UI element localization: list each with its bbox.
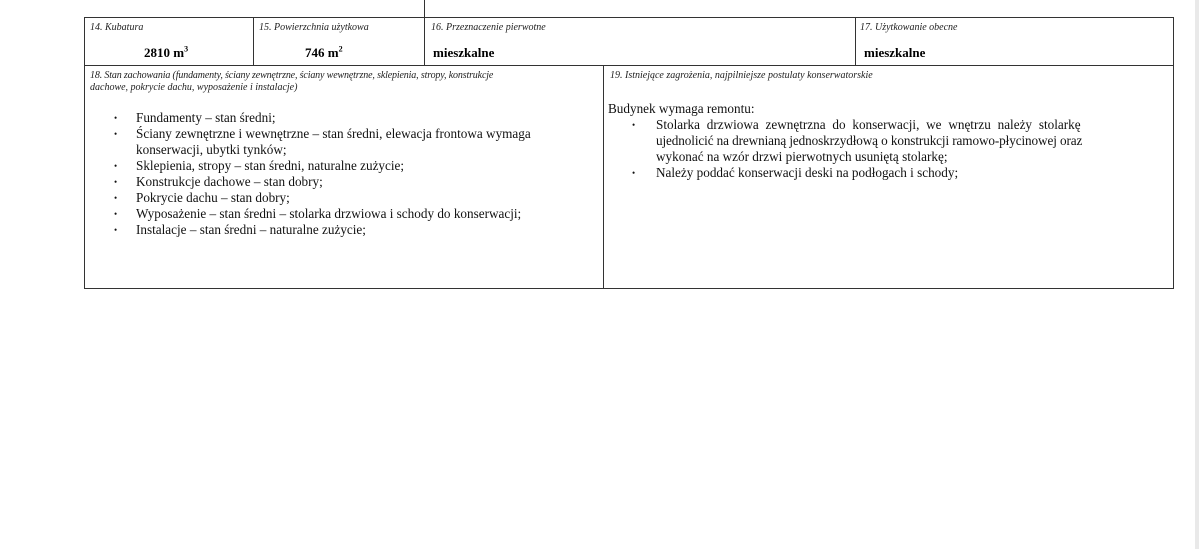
list-item-continuation: konserwacji, ubytki tynków; — [136, 142, 287, 157]
przeznaczenie-value: mieszkalne — [433, 45, 495, 60]
powierzchnia-value — [305, 45, 343, 61]
kubatura-value — [144, 45, 188, 61]
col-divider-1 — [253, 17, 254, 65]
bullet-icon: • — [114, 161, 118, 171]
bullet-icon: • — [114, 113, 118, 123]
left-border — [84, 17, 85, 289]
bullet-icon: • — [114, 209, 118, 219]
kubatura-exponent: 3 — [184, 44, 189, 54]
bullet-icon: • — [632, 120, 636, 130]
kubatura-label: 14. Kubatura — [90, 22, 144, 33]
uzytkowanie-value: mieszkalne — [864, 45, 926, 60]
list-item: • Stolarka drzwiowa zewnętrzna do konserwacji, we wnętrzu należy stolarkę — [632, 117, 1081, 132]
col-divider-3 — [855, 17, 856, 65]
list-item-continuation: wykonać na wzór drzwi pierwotnych usuniętą stolarkę; — [656, 149, 948, 164]
bullet-icon: • — [114, 193, 118, 203]
kubatura-number: 2810 m — [144, 45, 185, 60]
powierzchnia-number: 746 m — [305, 45, 339, 60]
przeznaczenie-label: 16. Przeznaczenie pierwotne — [431, 22, 546, 33]
bullet-icon: • — [632, 168, 636, 178]
powierzchnia-label: 15. Powierzchnia użytkowa — [259, 22, 369, 33]
bullet-icon: • — [114, 225, 118, 235]
list-item: • Fundamenty – stan średni; — [114, 110, 276, 125]
stan-label-line2: dachowe, pokrycie dachu, wyposażenie i instalacje) — [90, 82, 298, 93]
list-item: • Sklepienia, stropy – stan średni, naturalne zużycie; — [114, 158, 405, 173]
table-top-border — [84, 17, 1174, 18]
zagrozenia-label: 19. Istniejące zagrożenia, najpilniejsze postulaty konserwatorskie — [610, 70, 873, 81]
stan-list — [114, 110, 594, 238]
col-divider-4 — [603, 65, 604, 288]
list-item: • Należy poddać konserwacji deski na podłogach i schody; — [632, 165, 959, 180]
col-divider-2 — [424, 0, 425, 65]
right-border — [1173, 17, 1174, 289]
bullet-icon: • — [114, 177, 118, 187]
list-item: • Instalacje – stan średni – naturalne zużycie; — [114, 222, 366, 237]
list-item: • Wyposażenie – stan średni – stolarka drzwiowa i schody do konserwacji; — [114, 206, 522, 221]
list-item-continuation: ujednolicić na drewnianą jednoskrzydłową o konstrukcji ramowo-płycinowej oraz — [656, 133, 1083, 148]
list-item: • Ściany zewnętrzne i wewnętrzne – stan średni, elewacja frontowa wymaga — [114, 126, 531, 141]
uzytkowanie-label: 17. Użytkowanie obecne — [860, 22, 958, 33]
zagrozenia-list — [632, 117, 1152, 181]
list-item: • Pokrycie dachu – stan dobry; — [114, 190, 290, 205]
zagrozenia-intro: Budynek wymaga remontu: — [608, 101, 755, 116]
powierzchnia-exponent: 2 — [338, 44, 343, 54]
bullet-icon: • — [114, 129, 118, 139]
row1-bottom-border — [84, 65, 1174, 66]
table-bottom-border — [84, 288, 1174, 289]
list-item: • Konstrukcje dachowe – stan dobry; — [114, 174, 323, 189]
stan-label-line1: 18. Stan zachowania (fundamenty, ściany zewnętrzne, ściany wewnętrzne, sklepienia, stropy, konstrukcje — [90, 70, 494, 81]
scan-edge-shadow — [1195, 0, 1199, 549]
